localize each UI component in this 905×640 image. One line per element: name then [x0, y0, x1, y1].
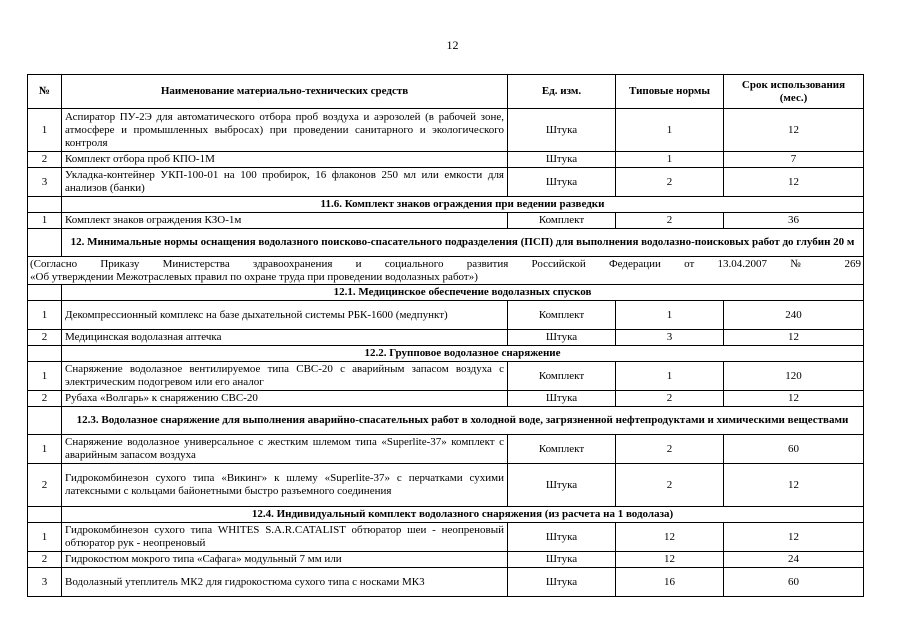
table-row — [28, 152, 864, 168]
row-term: 12 — [724, 391, 864, 407]
section-row — [28, 229, 864, 257]
header-name: Наименование материально-технических средств — [62, 75, 508, 109]
row-norm: 1 — [616, 109, 724, 152]
section-title: 12.3. Водолазное снаряжение для выполнения аварийно-спасательных работ в холодной воде, загрязненной нефтепродуктами и химическими веществами — [62, 407, 864, 435]
row-unit: Штука — [508, 552, 616, 568]
regulation-note-line-2: «Об утверждении Межотраслевых правил по охране труда при проведении водолазных работ») — [30, 270, 478, 283]
table-row — [28, 568, 864, 597]
row-num: 2 — [28, 391, 62, 407]
row-norm: 12 — [616, 523, 724, 552]
row-num: 2 — [28, 330, 62, 346]
row-name: Снаряжение водолазное универсальное с жестким шлемом типа «Superlite-37» комплект с аварийным запасом воздуха — [62, 435, 508, 464]
row-name: Рубаха «Волгарь» к снаряжению СВС-20 — [62, 391, 508, 407]
row-name: Аспиратор ПУ-2Э для автоматического отбора проб воздуха и аэрозолей (в рабочей зоне, атмосфере и промышленных выбросах) при проведении санитарного и экологического контроля — [62, 109, 508, 152]
header-unit: Ед. изм. — [508, 75, 616, 109]
section-row — [28, 507, 864, 523]
row-norm: 3 — [616, 330, 724, 346]
header-term: Срок использования (мес.) — [724, 75, 864, 109]
row-norm: 1 — [616, 362, 724, 391]
row-term: 12 — [724, 109, 864, 152]
row-norm: 2 — [616, 213, 724, 229]
row-norm: 2 — [616, 168, 724, 197]
row-name: Медицинская водолазная аптечка — [62, 330, 508, 346]
section-row — [28, 407, 864, 435]
row-term: 24 — [724, 552, 864, 568]
row-norm: 2 — [616, 391, 724, 407]
row-norm: 16 — [616, 568, 724, 597]
row-name: Гидрокомбинезон сухого типа WHITES S.A.R.CATALIST обтюратор шеи - неопреновый обтюратор рук - неопреновый — [62, 523, 508, 552]
row-norm: 1 — [616, 301, 724, 330]
row-name: Декомпрессионный комплекс на базе дыхательной системы РБК-1600 (медпункт) — [62, 301, 508, 330]
row-name: Гидрокомбинезон сухого типа «Викинг» к шлему «Superlite-37» с перчатками сухими латексными с кольцами байонетными быстро разъемного соединения — [62, 464, 508, 507]
row-num: 3 — [28, 168, 62, 197]
table-row — [28, 168, 864, 197]
note-row — [28, 257, 864, 285]
row-term: 12 — [724, 330, 864, 346]
row-norm: 2 — [616, 464, 724, 507]
row-norm: 12 — [616, 552, 724, 568]
row-unit: Комплект — [508, 362, 616, 391]
section-title: 12.2. Групповое водолазное снаряжение — [62, 346, 864, 362]
table-header-row — [28, 75, 864, 109]
row-term: 60 — [724, 568, 864, 597]
row-name: Укладка-контейнер УКП-100-01 на 100 пробирок, 16 флаконов 250 мл или емкости для анализов (банки) — [62, 168, 508, 197]
regulation-note-line-1: (Согласно Приказу Министерства здравоохранения и социального развития Российской Федерации от 13.04.2007 № 269 — [30, 257, 861, 270]
row-term: 12 — [724, 523, 864, 552]
table-row — [28, 301, 864, 330]
row-unit: Штука — [508, 464, 616, 507]
table-row — [28, 362, 864, 391]
regulation-note — [28, 257, 864, 285]
page-number: 12 — [446, 38, 459, 52]
table-row — [28, 213, 864, 229]
row-num: 1 — [28, 523, 62, 552]
row-norm: 1 — [616, 152, 724, 168]
table-row — [28, 109, 864, 152]
norms-table — [27, 74, 864, 597]
row-unit: Комплект — [508, 213, 616, 229]
row-unit: Штука — [508, 523, 616, 552]
row-unit: Штука — [508, 330, 616, 346]
row-name: Гидрокостюм мокрого типа «Сафага» модульный 7 мм или — [62, 552, 508, 568]
section-row — [28, 346, 864, 362]
row-name: Водолазный утеплитель МК2 для гидрокостюма сухого типа с носками МК3 — [62, 568, 508, 597]
row-unit: Штука — [508, 152, 616, 168]
row-name: Снаряжение водолазное вентилируемое типа СВС-20 с аварийным запасом воздуха с электрическим подогревом или его аналог — [62, 362, 508, 391]
header-num: № — [28, 75, 62, 109]
row-unit: Штука — [508, 568, 616, 597]
section-row — [28, 197, 864, 213]
section-title: 12.4. Индивидуальный комплект водолазного снаряжения (из расчета на 1 водолаза) — [62, 507, 864, 523]
row-unit: Комплект — [508, 435, 616, 464]
row-term: 12 — [724, 168, 864, 197]
row-term: 7 — [724, 152, 864, 168]
row-name: Комплект знаков ограждения КЗО-1м — [62, 213, 508, 229]
table-row — [28, 330, 864, 346]
table-row — [28, 523, 864, 552]
row-term: 12 — [724, 464, 864, 507]
table-row — [28, 435, 864, 464]
header-norm: Типовые нормы — [616, 75, 724, 109]
section-title: 12. Минимальные нормы оснащения водолазного поисково-спасательного подразделения (ПСП) для выполнения водолазно-поисковых работ до глубин 20 м — [62, 229, 864, 257]
table-row — [28, 552, 864, 568]
row-num: 1 — [28, 213, 62, 229]
row-unit: Штука — [508, 168, 616, 197]
row-num: 1 — [28, 109, 62, 152]
row-unit: Штука — [508, 109, 616, 152]
row-num: 1 — [28, 301, 62, 330]
row-name: Комплект отбора проб КПО-1М — [62, 152, 508, 168]
row-num: 2 — [28, 464, 62, 507]
row-norm: 2 — [616, 435, 724, 464]
section-title: 11.6. Комплект знаков ограждения при ведении разведки — [62, 197, 864, 213]
table-row — [28, 391, 864, 407]
table-row — [28, 464, 864, 507]
row-num: 2 — [28, 152, 62, 168]
section-title: 12.1. Медицинское обеспечение водолазных спусков — [62, 285, 864, 301]
row-term: 60 — [724, 435, 864, 464]
row-num: 1 — [28, 362, 62, 391]
row-term: 36 — [724, 213, 864, 229]
row-num: 2 — [28, 552, 62, 568]
row-unit: Комплект — [508, 301, 616, 330]
row-num: 1 — [28, 435, 62, 464]
row-term: 120 — [724, 362, 864, 391]
row-term: 240 — [724, 301, 864, 330]
row-num: 3 — [28, 568, 62, 597]
section-row — [28, 285, 864, 301]
row-unit: Штука — [508, 391, 616, 407]
